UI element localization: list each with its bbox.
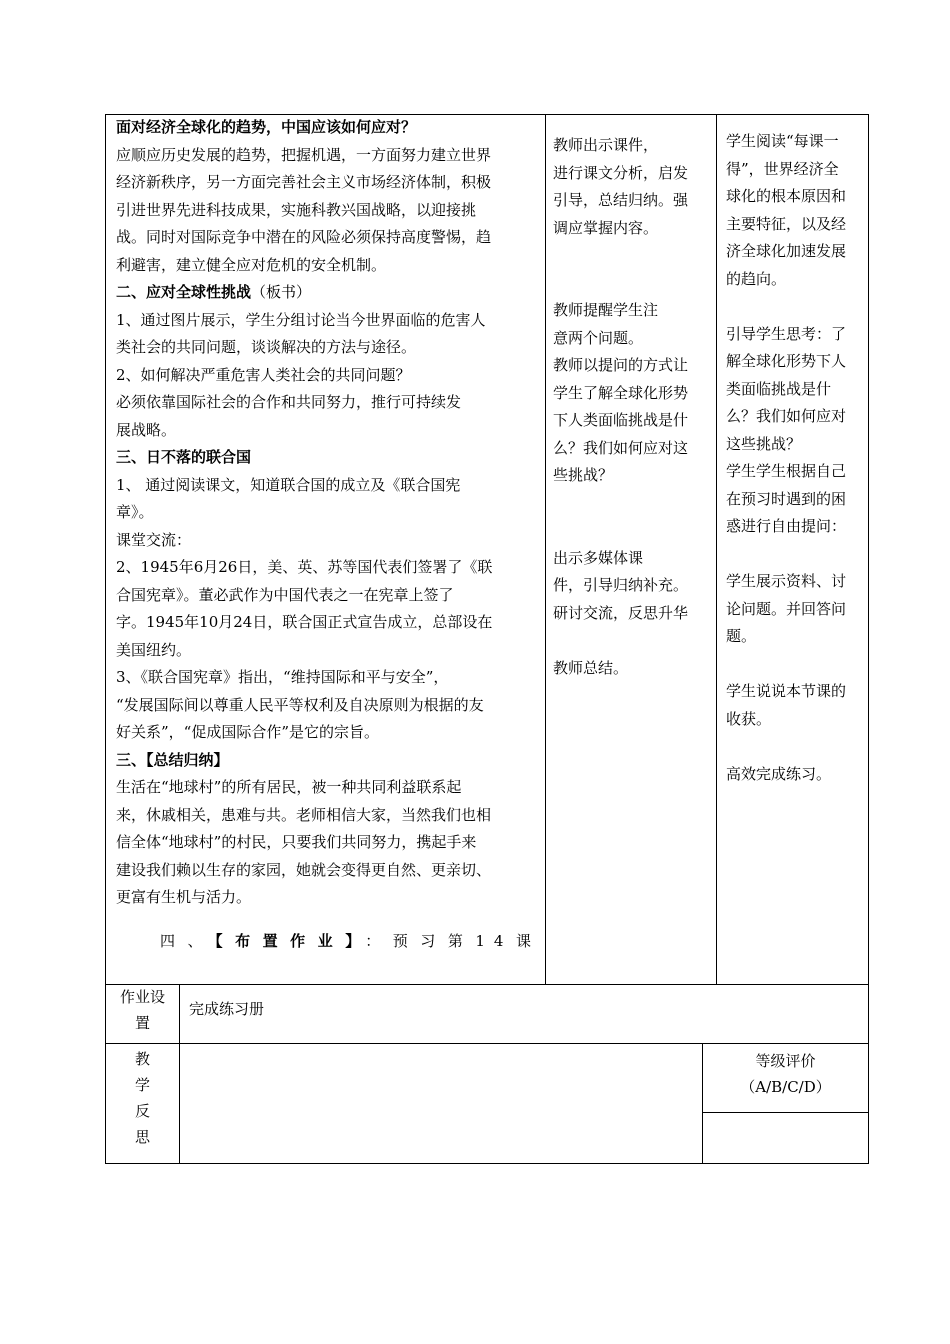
- activity-line: 教师出示课件，: [553, 136, 659, 154]
- activity-line: 主要特征，以及经: [726, 214, 847, 233]
- content-line: [116, 114, 540, 142]
- spacer: [553, 490, 713, 518]
- reflection-row-top-border: [105, 1043, 869, 1044]
- homework-label-line2: 置: [134, 1014, 150, 1032]
- homework-label-line1: 作业设: [119, 988, 165, 1006]
- heading-suffix: （板书）: [251, 283, 312, 301]
- content-line: [116, 554, 540, 582]
- spacer: [726, 651, 866, 679]
- content-line: [116, 719, 540, 747]
- content-text: 建设我们赖以生存的家园，她就会变得更自然、更亲切、: [116, 860, 492, 879]
- content-line: [116, 417, 540, 445]
- content-text: 来，休戚相关，患难与共。老师相信大家，当然我们也相: [116, 805, 492, 824]
- section-heading: 面对经济全球化的趋势，中国应该如何应对？: [116, 118, 417, 136]
- spacer: [726, 541, 866, 569]
- spacer: [553, 517, 713, 545]
- activity-line: 学生展示资料、讨: [726, 572, 847, 590]
- content-text: 更富有生机与活力。: [116, 888, 252, 906]
- activity-line: 引导学生思考：了: [726, 324, 847, 343]
- activity-line: 惑进行自由提问：: [726, 517, 847, 535]
- content-text: 章》。: [116, 503, 154, 521]
- activity-line: 在预习时遇到的困: [726, 489, 847, 508]
- content-text: 1、 通过阅读课文，知道联合国的成立及《联合国宪: [116, 475, 461, 494]
- activity-line: 济全球化加速发展: [726, 242, 847, 260]
- content-line: [116, 774, 540, 802]
- activity-line: 引导，总结归纳。强: [553, 191, 689, 209]
- content-line: [116, 582, 540, 610]
- activity-line: 调应掌握内容。: [553, 218, 659, 237]
- content-text: 展战略。: [116, 420, 177, 439]
- content-line: [116, 197, 540, 225]
- content-line: [116, 472, 540, 500]
- homework-label: [106, 984, 179, 1036]
- content-text: 好关系”，“促成国际合作”是它的宗旨。: [116, 723, 380, 741]
- spacer: [726, 733, 866, 761]
- content-text: 1、通过图片展示，学生分组讨论当今世界面临的危害人: [116, 310, 486, 329]
- table-right-border: [868, 114, 869, 1164]
- grade-options: （A/B/C/D）: [740, 1078, 831, 1096]
- spacer: [553, 242, 713, 270]
- activity-line: 学生说说本节课的: [726, 682, 847, 700]
- content-text: 2、1945年6月26日，美、英、苏等国代表们签署了《联: [116, 558, 493, 576]
- content-text: 2、如何解决严重危害人类社会的共同问题？: [116, 365, 411, 384]
- activity-line: 教师以提问的方式让: [553, 356, 689, 374]
- section-heading: 二、应对全球性挑战: [116, 283, 252, 301]
- content-line: [116, 692, 540, 720]
- content-text: “发展国际间以尊重人民平等权利及自决原则为根据的友: [116, 695, 484, 714]
- activity-line: 这些挑战？: [726, 434, 802, 453]
- content-line: [116, 499, 540, 527]
- content-text: 生活在“地球村”的所有居民，被一种共同利益联系起: [116, 778, 462, 796]
- activity-line: 学生了解全球化形势: [553, 383, 689, 402]
- homework-heading: 【布置作业】: [215, 932, 366, 950]
- activity-line: 球化的根本原因和: [726, 187, 847, 205]
- section-heading: 三、【总结归纳】: [116, 750, 229, 769]
- content-text: 必须依靠国际社会的合作和共同努力，推行可持续发: [116, 393, 462, 411]
- content-line: [116, 307, 540, 335]
- student-activity-column: [726, 128, 866, 788]
- activity-line: 么？我们如何应对这: [553, 438, 689, 457]
- content-line: [116, 637, 540, 665]
- content-line: [116, 829, 540, 857]
- content-text: 应顺应历史发展的趋势，把握机遇，一方面努力建立世界: [116, 145, 492, 164]
- content-text: 引进世界先进科技成果，实施科教兴国战略，以迎接挑: [116, 200, 477, 219]
- reflection-label-char: 学: [134, 1076, 150, 1094]
- teacher-activity-column: [553, 132, 713, 682]
- activity-line: 教师总结。: [553, 658, 629, 677]
- activity-line: 题。: [726, 627, 757, 645]
- activity-line: 得”，世界经济全: [726, 159, 839, 178]
- activity-line: 学生阅读“每课一: [726, 132, 839, 150]
- content-line: [116, 884, 540, 912]
- homework-text: ：预习第14课: [365, 932, 540, 950]
- homework-row-top-border: [105, 984, 869, 985]
- reflection-label-char: 反: [134, 1102, 150, 1120]
- activity-line: 解全球化形势下人: [726, 352, 847, 370]
- spacer: [553, 270, 713, 298]
- activity-line: 收获。: [726, 709, 772, 728]
- reflection-label-char: 教: [134, 1050, 150, 1068]
- content-line: [116, 334, 540, 362]
- table-bottom-border: [105, 1163, 869, 1164]
- activity-line: 下人类面临挑战是什: [553, 411, 689, 429]
- content-text: 利避害，建立健全应对危机的安全机制。: [116, 255, 387, 274]
- section-heading: 三、日不落的联合国: [116, 448, 252, 466]
- activity-line: 进行课文分析，启发: [553, 163, 689, 182]
- spacer: [553, 627, 713, 655]
- content-line: [116, 389, 540, 417]
- content-line: [116, 664, 540, 692]
- content-text: 课堂交流：: [116, 530, 192, 549]
- content-text: 合国宪章》。董必武作为中国代表之一在宪章上签了: [116, 585, 454, 604]
- lesson-content-column: [116, 114, 540, 912]
- activity-line: 研讨交流，反思升华: [553, 603, 689, 622]
- content-text: 战。同时对国际竞争中潜在的风险必须保持高度警惕，趋: [116, 228, 492, 246]
- activity-line: 的趋向。: [726, 269, 787, 288]
- content-line: [116, 609, 540, 637]
- content-line: [116, 362, 540, 390]
- content-line: [116, 747, 540, 775]
- content-text: 信全体“地球村”的村民，只要我们共同努力，携起手来: [116, 833, 477, 851]
- content-line: [116, 142, 540, 170]
- activity-line: 类面临挑战是什: [726, 379, 832, 398]
- content-text: 字。1945年10月24日，联合国正式宣告成立，总部设在: [116, 613, 493, 631]
- content-line: [116, 802, 540, 830]
- activity-line: 学生学生根据自己: [726, 462, 847, 480]
- homework-content: 完成练习册: [189, 1000, 265, 1018]
- content-line: [116, 444, 540, 472]
- grade-label: 等级评价: [755, 1052, 816, 1070]
- homework-assignment-line: [116, 928, 540, 955]
- content-line: [116, 169, 540, 197]
- activity-line: 教师提醒学生注: [553, 301, 659, 319]
- activity-line: 件，引导归纳补充。: [553, 576, 689, 594]
- activity-line: 论问题。并回答问: [726, 599, 847, 618]
- content-text: 经济新秩序，另一方面完善社会主义市场经济体制，积极: [116, 173, 492, 191]
- activity-line: 么？我们如何应对: [726, 407, 847, 425]
- grade-divider-line: [702, 1112, 869, 1113]
- content-line: [116, 857, 540, 885]
- column-divider-1: [545, 114, 546, 984]
- label-column-divider: [179, 984, 180, 1164]
- activity-line: 高效完成练习。: [726, 764, 832, 783]
- grade-box: [703, 1048, 868, 1100]
- content-text: 类社会的共同问题，谈谈解决的方法与途径。: [116, 338, 417, 356]
- content-line: [116, 224, 540, 252]
- activity-line: 出示多媒体课: [553, 548, 644, 567]
- content-line: [116, 527, 540, 555]
- content-text: 美国纽约。: [116, 640, 192, 659]
- reflection-label-char: 思: [134, 1128, 150, 1146]
- column-divider-2: [716, 114, 717, 984]
- content-line: [116, 252, 540, 280]
- spacer: [726, 293, 866, 321]
- activity-line: 意两个问题。: [553, 328, 644, 347]
- homework-prefix: 四、: [160, 932, 216, 950]
- reflection-label: [106, 1046, 179, 1150]
- content-line: [116, 279, 540, 307]
- activity-line: 些挑战？: [553, 466, 614, 484]
- content-text: 3、《联合国宪章》指出，“维持国际和平与安全”，: [116, 668, 449, 686]
